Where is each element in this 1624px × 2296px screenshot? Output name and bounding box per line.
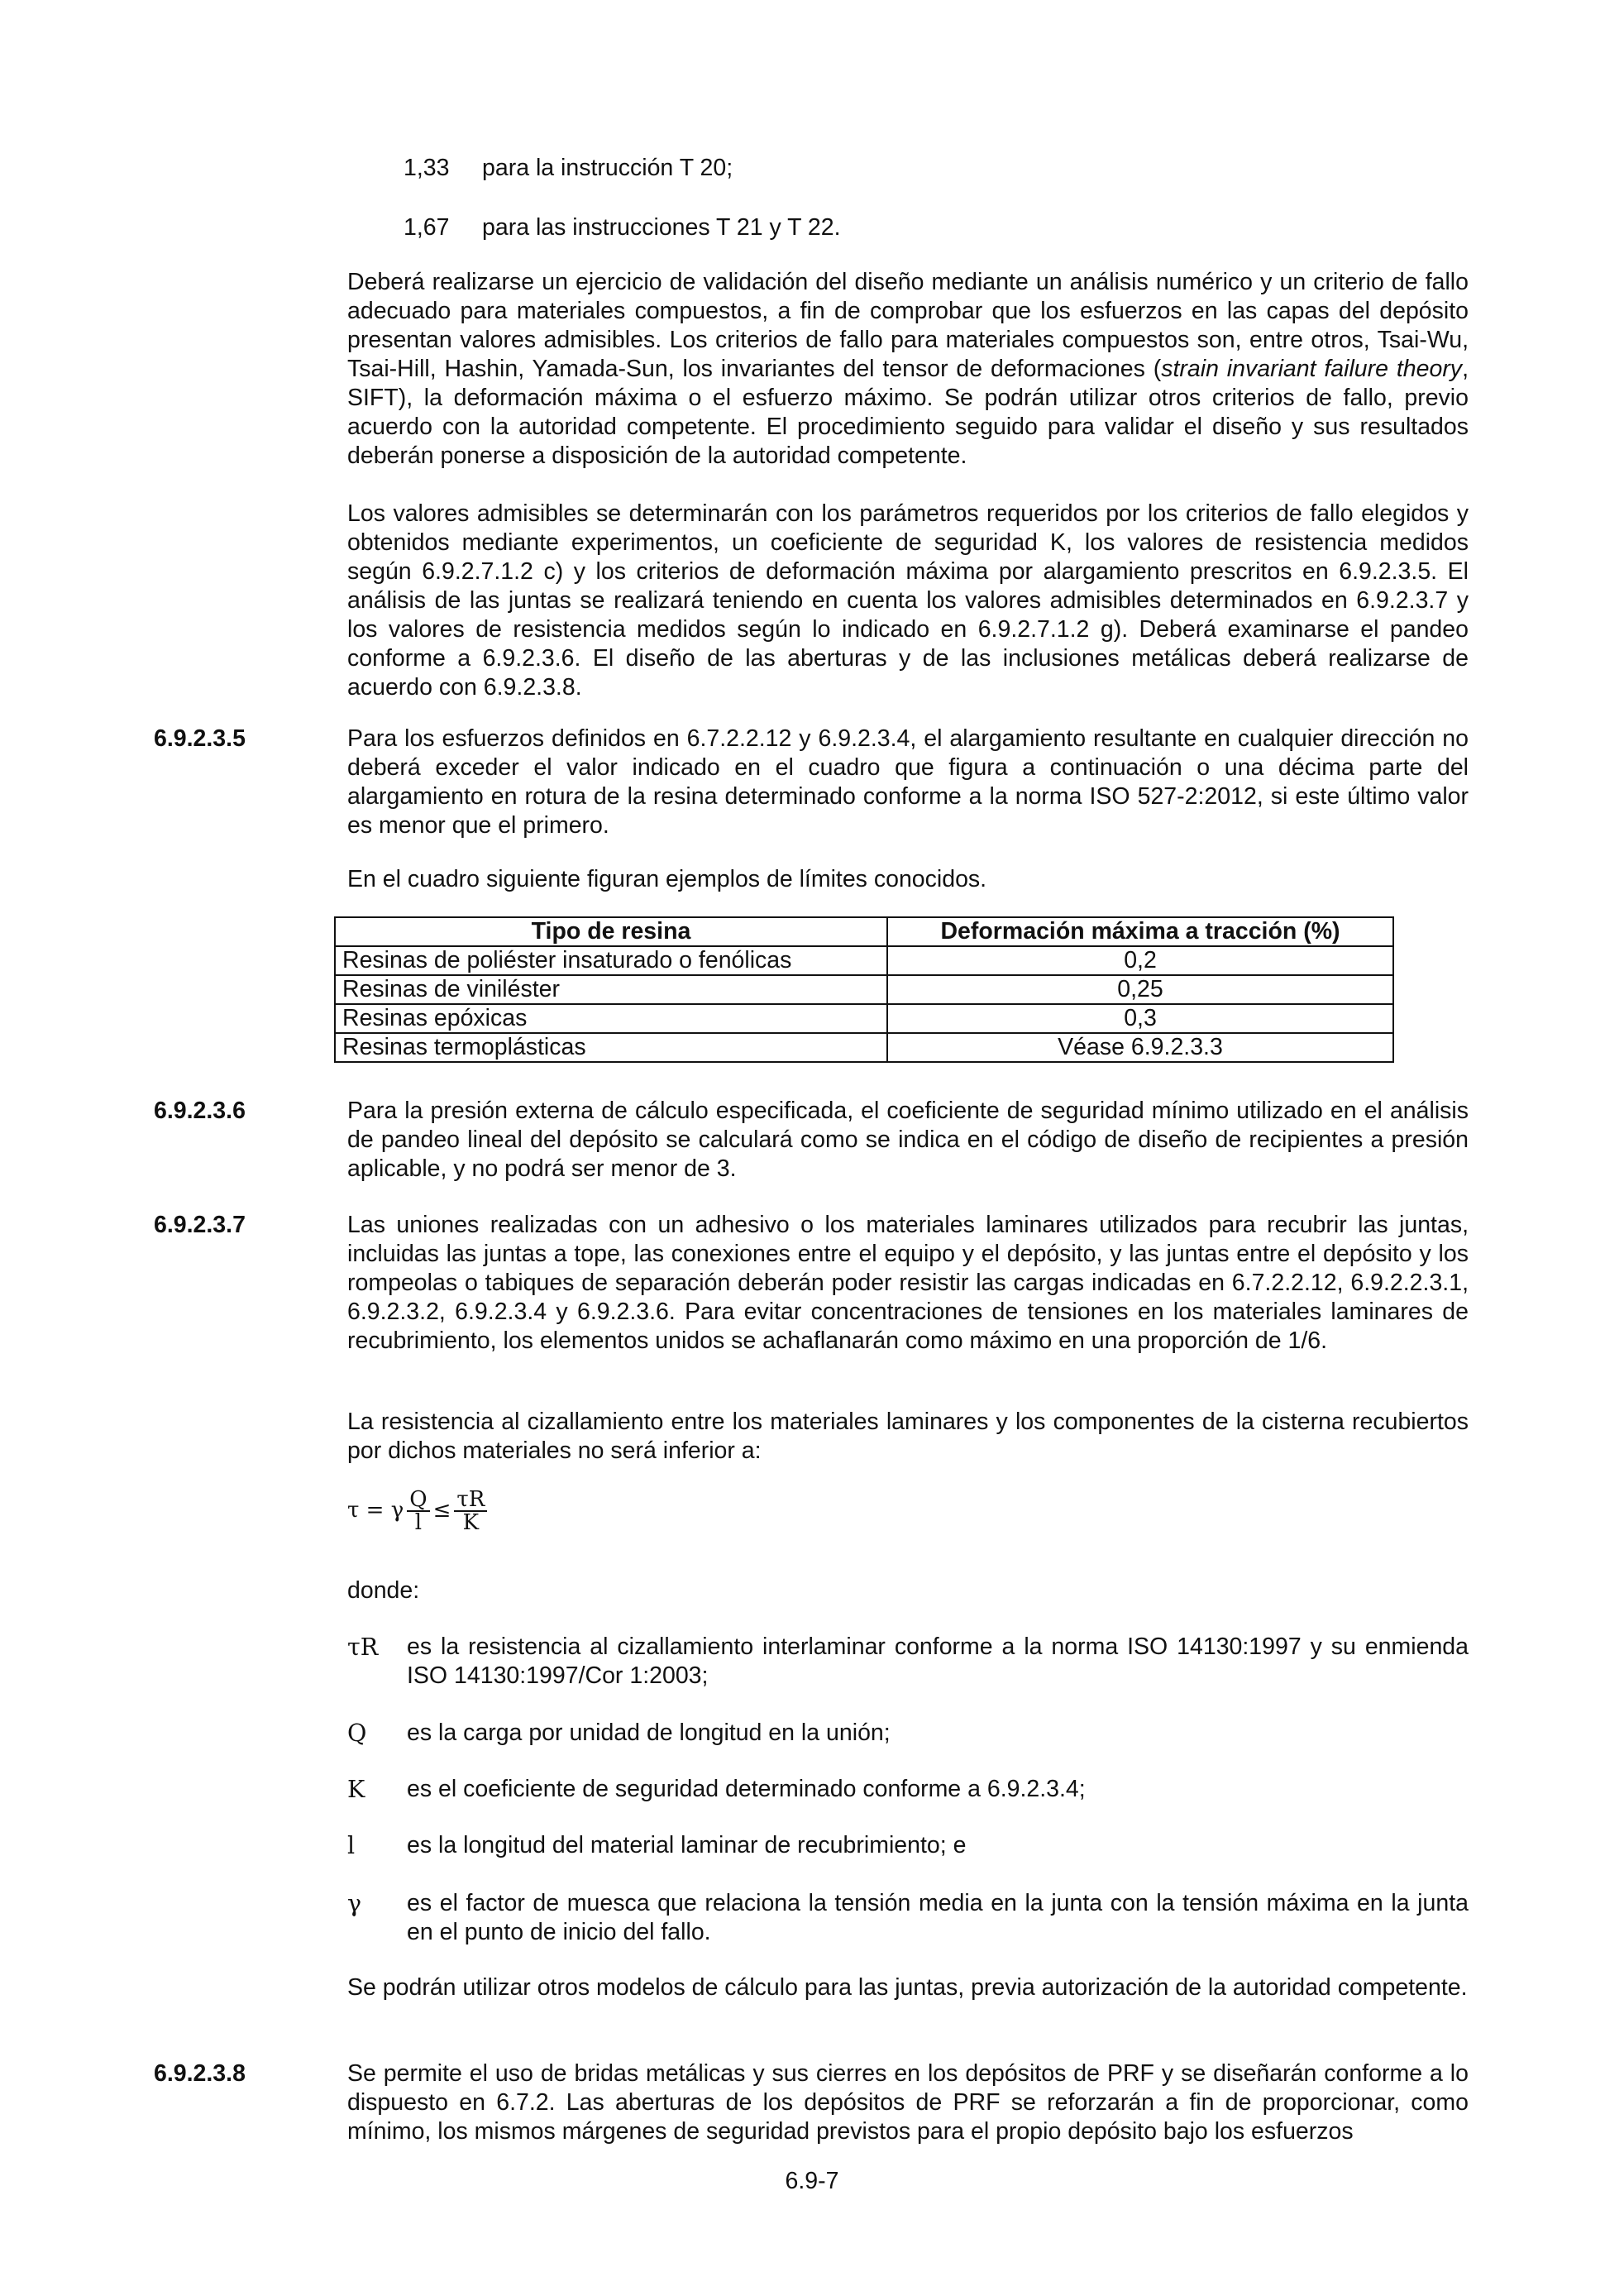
table-row xyxy=(335,975,1393,1004)
table-intro: En el cuadro siguiente figuran ejemplos de límites conocidos. xyxy=(347,866,987,892)
section-number: 6.9.2.3.7 xyxy=(154,1212,246,1238)
section-number: 6.9.2.3.5 xyxy=(154,725,246,752)
shear-strength-paragraph: La resistencia al cizallamiento entre los materiales laminares y los componentes de la cisterna recubiertos por dichos materiales no será inferior a: xyxy=(347,1409,1469,1464)
definition-symbol: Q xyxy=(347,1720,367,1747)
table-header: Tipo de resina xyxy=(335,917,887,946)
table-cell: 0,3 xyxy=(887,1004,1393,1033)
definition-text: es la longitud del material laminar de recubrimiento; e xyxy=(407,1832,967,1858)
table-row xyxy=(335,1033,1393,1062)
table-cell: Resinas epóxicas xyxy=(335,1004,887,1033)
table-cell: Resinas de poliéster insaturado o fenólicas xyxy=(335,946,887,975)
section-number: 6.9.2.3.8 xyxy=(154,2060,246,2087)
table-cell: Resinas de viniléster xyxy=(335,975,887,1004)
table-row xyxy=(335,1004,1393,1033)
table-header: Deformación máxima a tracción (%) xyxy=(887,917,1393,946)
coefficient-line: 1,33 para la instrucción T 20; xyxy=(404,155,733,181)
definition-text: es la carga por unidad de longitud en la unión; xyxy=(407,1720,891,1746)
section-number: 6.9.2.3.6 xyxy=(154,1098,246,1124)
table-row xyxy=(335,946,1393,975)
table-header-row xyxy=(335,917,1393,946)
definition-text: es el coeficiente de seguridad determinado conforme a 6.9.2.3.4; xyxy=(407,1776,1086,1802)
definition-symbol: γ xyxy=(347,1890,362,1917)
definition-text: es el factor de muesca que relaciona la tensión media en la junta con la tensión máxima en la junta en el punto de inicio del fallo. xyxy=(407,1890,1469,1945)
section-text: Las uniones realizadas con un adhesivo o los materiales laminares utilizados para recubrir las juntas, incluidas las juntas a tope, las conexiones entre el equipo y el depósito, y las juntas entre el depósito y los rompeolas o tabiques de separación deberán poder resistir las cargas indicadas en 6.7.2.2.12, 6.9.2.2.3.1, 6.9.2.3.2, 6.9.2.3.4 y 6.9.2.3.6. Para evitar concentraciones de tensiones en los materiales laminares de recubrimiento, los elementos unidos se achaflanarán como máximo en una proporción de 1/6. xyxy=(347,1212,1469,1354)
definition-text: es la resistencia al cizallamiento interlaminar conforme a la norma ISO 14130:1997 y su enmienda ISO 14130:1997/Cor 1:2003; xyxy=(407,1634,1469,1689)
validation-paragraph: Deberá realizarse un ejercicio de validación del diseño mediante un análisis numérico y un criterio de fallo adecuado para materiales compuestos, a fin de comprobar que los esfuerzos en las capas del depósito presentan valores admisibles. Los criterios de fallo para materiales compuestos son, entre otros, Tsai-Wu, Tsai-Hill, Hashin, Yamada-Sun, los invariantes del tensor de deformaciones (strain invariant failure theory, SIFT), la deformación máxima o el esfuerzo máximo. Se podrán utilizar otros criterios de fallo, previo acuerdo con la autoridad competente. El procedimiento seguido para validar el diseño y sus resultados deberán ponerse a disposición de la autoridad competente. xyxy=(347,269,1469,469)
page-number: 6.9-7 xyxy=(785,2168,839,2194)
table-cell: 0,2 xyxy=(887,946,1393,975)
admissible-values-paragraph: Los valores admisibles se determinarán con los parámetros requeridos por los criterios de fallo elegidos y obtenidos mediante experimentos, un coeficiente de seguridad K, los valores de resistencia medidos según 6.9.2.7.1.2 c) y los criterios de deformación máxima por alargamiento prescritos en 6.9.2.3.5. El análisis de las juntas se realizará teniendo en cuenta los valores admisibles determinados en 6.9.2.3.7 y los valores de resistencia medidos según lo indicado en 6.9.2.7.1.2 g). Deberá examinarse el pandeo conforme a 6.9.2.3.6. El diseño de las aberturas y de las inclusiones metálicas deberá realizarse de acuerdo con 6.9.2.3.8. xyxy=(347,500,1469,701)
table-cell: Resinas termoplásticas xyxy=(335,1033,887,1062)
closing-paragraph: Se podrán utilizar otros modelos de cálculo para las juntas, previa autorización de la autoridad competente. xyxy=(347,1974,1468,2001)
definition-symbol: K xyxy=(347,1776,365,1803)
definition-symbol: l xyxy=(347,1832,356,1859)
coefficient-line: 1,67 para las instrucciones T 21 y T 22. xyxy=(404,214,841,241)
table-cell: 0,25 xyxy=(887,975,1393,1004)
section-text: Para los esfuerzos definidos en 6.7.2.2.12 y 6.9.2.3.4, el alargamiento resultante en cualquier dirección no deberá exceder el valor indicado en el cuadro que figura a continuación o una décima parte del alargamiento en rotura de la resina determinado conforme a la norma ISO 527-2:2012, si este último valor es menor que el primero. xyxy=(347,725,1469,839)
fraction: $\frac{\tau R}{K}$ xyxy=(454,1489,487,1533)
section-text: Se permite el uso de bridas metálicas y sus cierres en los depósitos de PRF y se diseñarán conforme a lo dispuesto en 6.7.2. Las aberturas de los depósitos de PRF se reforzarán a fin de proporcionar, como mínimo, los mismos márgenes de seguridad previstos para el propio depósito bajo los esfuerzos xyxy=(347,2060,1469,2145)
definition-symbol: τR xyxy=(347,1634,379,1661)
section-text: Para la presión externa de cálculo especificada, el coeficiente de seguridad mínimo utilizado en el análisis de pandeo lineal del depósito se calculará como se indica en el código de diseño de recipientes a presión aplicable, y no podrá ser menor de 3. xyxy=(347,1098,1469,1182)
where-label: donde: xyxy=(347,1577,420,1604)
table-cell: Véase 6.9.2.3.3 xyxy=(887,1033,1393,1062)
resin-strain-table xyxy=(334,916,1394,1063)
fraction: $\frac{Q}{l}$ xyxy=(407,1489,429,1533)
shear-formula: τ = γ $\frac{Q}{l}$ ≤ $\frac{\tau R}{K}$ xyxy=(347,1489,490,1533)
